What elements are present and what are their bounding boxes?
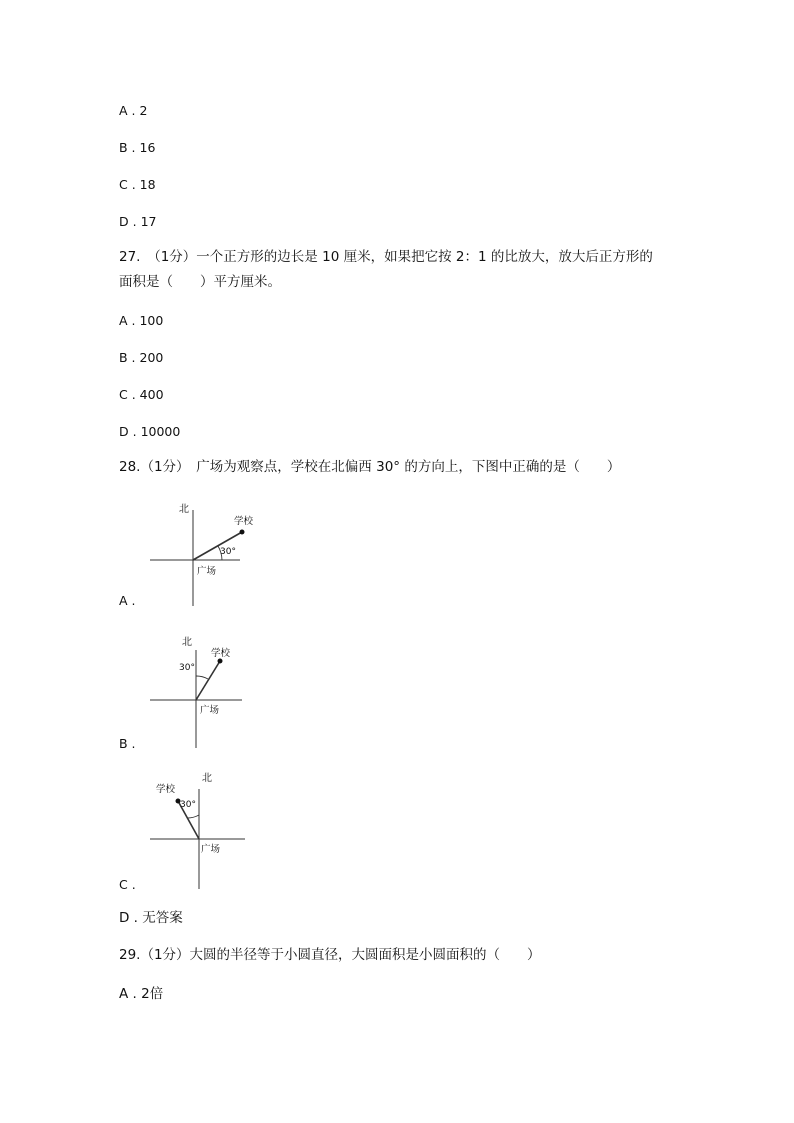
square-label: 广场 (200, 705, 220, 716)
option-letter: C . (119, 387, 136, 402)
q28-figure-b (145, 634, 255, 752)
option-letter: A . (119, 103, 136, 118)
q27-option-d[interactable] (119, 424, 180, 440)
option-letter: B . (119, 736, 136, 751)
option-text: 2 (139, 103, 148, 118)
option-letter: B . (119, 350, 136, 365)
q26-option-b[interactable] (119, 140, 155, 156)
option-text: 无答案 (142, 910, 183, 926)
q27-option-c[interactable] (119, 387, 164, 403)
q26-option-d[interactable] (119, 214, 156, 230)
north-label: 北 (202, 773, 212, 784)
q27-option-b[interactable] (119, 350, 163, 366)
q28-stem: 28.（1分） 广场为观察点，学校在北偏西 30° 的方向上，下图中正确的是（ ） (119, 459, 621, 475)
q26-option-a[interactable] (119, 103, 147, 119)
school-direction-line (196, 661, 220, 700)
q28-option-c[interactable] (119, 877, 136, 893)
option-letter: D . (119, 910, 138, 926)
option-letter: C . (119, 177, 136, 192)
north-label: 北 (179, 504, 189, 515)
north-label: 北 (182, 637, 192, 648)
option-text: 2倍 (141, 986, 164, 1002)
school-label: 学校 (234, 516, 254, 527)
option-text: 18 (139, 177, 156, 192)
q26-option-c[interactable] (119, 177, 156, 193)
option-text: 10000 (140, 424, 181, 439)
option-text: 16 (139, 140, 156, 155)
school-point (240, 530, 245, 535)
option-letter: D . (119, 424, 137, 439)
q27-option-a[interactable] (119, 313, 163, 329)
q28-figure-c (145, 771, 255, 891)
option-text: 200 (139, 350, 164, 365)
q29-stem: 29.（1分）大圆的半径等于小圆直径，大圆面积是小圆面积的（ ） (119, 947, 541, 963)
q27-stem-line1: 27. （1分）一个正方形的边长是 10 厘米，如果把它按 2：1 的比放大，放大后正方形的 (119, 249, 653, 265)
q28-option-b[interactable] (119, 736, 136, 752)
option-letter: C . (119, 877, 136, 892)
option-letter: A . (119, 986, 137, 1002)
option-letter: D . (119, 214, 137, 229)
option-text: 400 (139, 387, 164, 402)
angle-arc (187, 815, 199, 818)
option-text: 100 (139, 313, 164, 328)
school-label: 学校 (211, 648, 231, 659)
q28-option-d[interactable] (119, 910, 183, 926)
angle-label: 30° (179, 663, 195, 673)
q29-option-a[interactable] (119, 986, 163, 1002)
option-text: 17 (140, 214, 157, 229)
angle-label: 30° (220, 547, 236, 557)
school-point (218, 659, 223, 664)
option-letter: A . (119, 593, 136, 608)
q28-option-a[interactable] (119, 593, 136, 609)
angle-label: 30° (180, 800, 196, 810)
square-label: 广场 (197, 566, 217, 577)
angle-arc (196, 676, 208, 679)
q28-figure-a (145, 500, 255, 608)
square-label: 广场 (201, 844, 221, 855)
school-label: 学校 (156, 784, 176, 795)
q27-stem-line2: 面积是（ ）平方厘米。 (119, 274, 281, 290)
option-letter: B . (119, 140, 136, 155)
option-letter: A . (119, 313, 136, 328)
